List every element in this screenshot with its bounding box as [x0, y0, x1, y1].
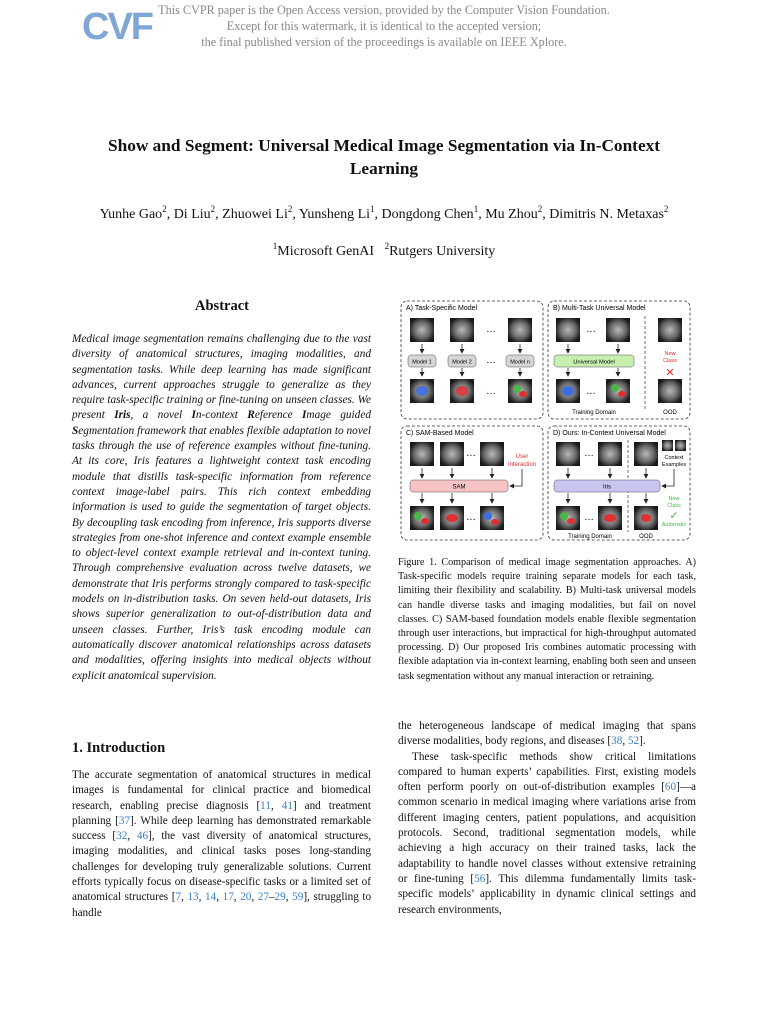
- acronym-letter: R: [247, 409, 255, 422]
- seg-image: [556, 506, 580, 530]
- citation-link[interactable]: 41: [281, 799, 293, 812]
- author-affiliation-mark: 1: [370, 204, 375, 214]
- panel-c: [410, 442, 536, 530]
- model-n-label: Model n: [510, 359, 530, 366]
- title-line-2: Learning: [349, 159, 419, 178]
- acronym-letter: S: [72, 424, 79, 437]
- ood-label: OOD: [639, 534, 653, 540]
- examples-label: Examples: [661, 462, 687, 468]
- ct-image: [440, 442, 464, 466]
- author-affiliation-mark: 2: [210, 204, 216, 214]
- cvf-logo: CVF: [82, 6, 152, 48]
- ood-image: [634, 442, 658, 466]
- citation-link[interactable]: 11: [260, 799, 271, 812]
- ellipsis: …: [584, 448, 594, 459]
- citation-link[interactable]: 13: [187, 891, 199, 904]
- acronym-rest: mage guided: [306, 409, 371, 422]
- context-example-image: [662, 440, 673, 451]
- author-name: Zhuowei Li: [222, 207, 288, 222]
- ct-image: [508, 318, 532, 342]
- affiliation-name: Microsoft GenAI: [277, 244, 375, 259]
- acronym-letter: I: [191, 409, 196, 422]
- ct-image: [450, 318, 474, 342]
- acronym-rest: n-context: [195, 409, 248, 422]
- ct-image: [598, 442, 622, 466]
- watermark-line-3: the final published version of the proceedings is available on IEEE Xplore.: [201, 35, 567, 49]
- intro-right-column: [398, 719, 696, 918]
- panel-d: [554, 440, 686, 540]
- citation-link[interactable]: 7: [175, 891, 182, 904]
- citation-link[interactable]: 59: [292, 891, 304, 904]
- affiliation-number: 2: [384, 241, 390, 251]
- model-1-label: Model 1: [412, 359, 432, 366]
- citation-link[interactable]: 17: [222, 891, 234, 904]
- ellipsis: …: [466, 512, 476, 523]
- abstract-text: , a novel: [130, 409, 192, 422]
- ct-image: [556, 442, 580, 466]
- ct-image: [410, 318, 434, 342]
- new-label: New: [668, 496, 680, 502]
- affiliation-number: 1: [272, 241, 278, 251]
- figure-caption: Figure 1. Comparison of medical image segmentation approaches. A) Task-specific models require training separate models for each task, limiting their flexibility and scalability. B) Multi-task universal models can handle diverse tasks and imaging modalities, but fail on novel classes. C) SAM-based foundation models enable flexible segmentation through user interactions, but impractical for high-throughput automated processing. D) Our proposed Iris combines automatic processing with flexible adaptation via in-context learning, enabling both seen and unseen task segmentation without any manual interaction or retraining.: [398, 557, 696, 682]
- seg-image: [606, 379, 630, 403]
- panel-b-title: B) Multi-Task Universal Model: [553, 305, 646, 312]
- abstract-heading: Abstract: [195, 298, 249, 314]
- citation-link[interactable]: 56: [474, 872, 486, 885]
- intro-left-column: The accurate segmentation of anatomical structures in medical images is fundamental for clinical practice and biomedical research, enabling precise diagnosis [11, 41] and treatment planning [37]. While deep learning has demonstrated remarkable success [32, 46], the vast diversity of anatomical structures, imaging modalities, and clinical tasks poses long-standing challenges for developing truly generalizable solutions. Current efforts typically focus on disease-specific tasks or a limited set of anatomical structures [7, 13, 14, 17, 20, 27–29, 59], struggling to handle: [72, 769, 372, 919]
- citation-link[interactable]: 60: [664, 781, 677, 794]
- abstract-text: Medical image segmentation remains challenging due to the vast diversity of anatomical structures, imaging modalities, and segmentation tasks. While deep learning has made significant advances, current approaches struggle to generalize as they require task-specific training or fine-tuning on unseen classes. We present: [72, 333, 371, 422]
- affiliations: [40, 241, 728, 260]
- iris-name: Iris: [114, 409, 131, 422]
- ellipsis: …: [486, 324, 496, 335]
- training-domain-label: Training Domain: [568, 534, 612, 540]
- ct-image: [410, 442, 434, 466]
- intro-paragraph: These task-specific methods show critical limitations compared to human experts’ capabilities. First, existing models often perform poorly on out-of-distribution examples [60]—a common scenario in medical imaging where variations arise from different imaging centers, patient populations, and acquisition protocols. Second, traditional segmentation models, while achieving a high accuracy on their trained tasks, lack the adaptability to handle novel classes without extensive retraining or fine-tuning [56]. This dilemma fundamentally limits task-specific models’ applicability in dynamic clinical settings and research environments,: [398, 750, 696, 916]
- citation-link[interactable]: 27: [257, 891, 269, 904]
- training-domain-label: Training Domain: [572, 410, 616, 416]
- figure-1: [398, 296, 698, 544]
- author-name: Dongdong Chen: [381, 207, 474, 222]
- ct-image: [480, 442, 504, 466]
- ood-label: OOD: [663, 410, 677, 416]
- section-heading-introduction: 1. Introduction: [72, 740, 166, 756]
- citation-link[interactable]: 32: [116, 830, 128, 843]
- citation-link[interactable]: 29: [274, 891, 286, 904]
- seg-image: [410, 506, 434, 530]
- author-name: Mu Zhou: [485, 207, 538, 222]
- intro-paragraph: the heterogeneous landscape of medical imaging that spans diverse modalities, body regions, and diseases [38, 52].: [398, 720, 696, 748]
- abstract-text: framework that enables flexible adaptation to novel tasks through the use of reference examples without fine-tuning. At its core, Iris features a lightweight context task encoding module that distills task-specific information from reference context image-label pairs. This rich context embedding information is used to guide the segmentation of target objects. By decoupling task encoding from inference, Iris supports diverse strategies from one-shot inference and context example ensemble to object-level context example retrieval and in-context tuning. Through comprehensive evaluation across twelve datasets, we demonstrate that Iris performs strongly compared to task-specific models on in-distribution tasks. On seven held-out datasets, Iris shows superior generalization to out-of-distribution data and unseen classes. Further, Iris’s task encoding module can automatically discover anatomical relationships across datasets and modalities, offering insights into medical objects without explicit anatomical supervision.: [72, 424, 371, 682]
- citation-link[interactable]: 46: [136, 830, 149, 843]
- ellipsis: …: [584, 512, 594, 523]
- watermark-line-2: Except for this watermark, it is identical to the accepted version;: [226, 19, 542, 33]
- author-affiliation-mark: 2: [663, 204, 669, 214]
- affiliation-name: Rutgers University: [389, 244, 496, 259]
- panel-a: [408, 318, 534, 403]
- panel-d-title: D) Ours: In-Context Universal Model: [553, 430, 666, 437]
- ood-image: [658, 379, 682, 403]
- ct-image: [606, 318, 630, 342]
- automatic-label: Automatic: [661, 522, 687, 528]
- panel-c-title: C) SAM-Based Model: [406, 430, 474, 437]
- ellipsis: …: [486, 355, 496, 366]
- sam-label: SAM: [452, 484, 466, 491]
- panel-a-title: A) Task-Specific Model: [406, 305, 478, 312]
- author-name: Yunhe Gao: [99, 207, 163, 222]
- author-affiliation-mark: 2: [287, 204, 293, 214]
- ellipsis: …: [486, 386, 496, 397]
- fail-cross-icon: ✕: [665, 367, 675, 379]
- ct-image: [556, 318, 580, 342]
- acronym-rest: egmentation: [78, 424, 135, 437]
- user-label: User: [515, 454, 529, 460]
- abstract-body: [72, 332, 371, 684]
- seg-image: [480, 506, 504, 530]
- citation-link[interactable]: 20: [240, 891, 252, 904]
- ellipsis: …: [586, 324, 596, 335]
- citation-link[interactable]: 52: [627, 735, 640, 748]
- citation-link[interactable]: 14: [205, 891, 217, 904]
- author-affiliation-mark: 1: [473, 204, 479, 214]
- citation-link[interactable]: 37: [118, 814, 131, 827]
- success-check-icon: ✓: [669, 510, 679, 522]
- author-affiliation-mark: 2: [162, 204, 167, 214]
- author-name: Yunsheng Li: [298, 207, 371, 222]
- new-label: New: [664, 351, 676, 357]
- panel-b: [554, 316, 682, 416]
- acronym-rest: eference: [254, 409, 303, 422]
- class-label: Class: [667, 503, 681, 509]
- class-label: Class: [663, 358, 677, 364]
- context-label: Context: [664, 455, 684, 461]
- model-2-label: Model 2: [452, 359, 472, 366]
- ellipsis: …: [466, 448, 476, 459]
- author-name: Di Liu: [173, 207, 211, 222]
- author-affiliation-mark: 2: [537, 204, 543, 214]
- acronym-letter: I: [302, 409, 307, 422]
- ood-image: [658, 318, 682, 342]
- title-line-1: Show and Segment: Universal Medical Image Segmentation via In-Context: [107, 136, 661, 155]
- universal-model-label: Universal Model: [573, 359, 615, 366]
- interaction-label: Interaction: [507, 462, 537, 468]
- citation-link[interactable]: 38: [611, 735, 623, 748]
- iris-label: Iris: [603, 484, 611, 491]
- ellipsis: …: [586, 386, 596, 397]
- watermark-line-1: This CVPR paper is the Open Access version, provided by the Computer Vision Foundation.: [158, 3, 610, 17]
- author-name: Dimitris N. Metaxas: [549, 207, 664, 222]
- paper-title: [60, 134, 708, 180]
- context-example-image: [675, 440, 686, 451]
- author-list: Yunhe Gao$^2$, Di Liu$^2$, Zhuowei Li$^2$, Yunsheng Li$^1$, Dongdong Chen$^1$, Mu Zhou$^2$, Dimitris N. Metaxas$^2$: [99, 204, 669, 222]
